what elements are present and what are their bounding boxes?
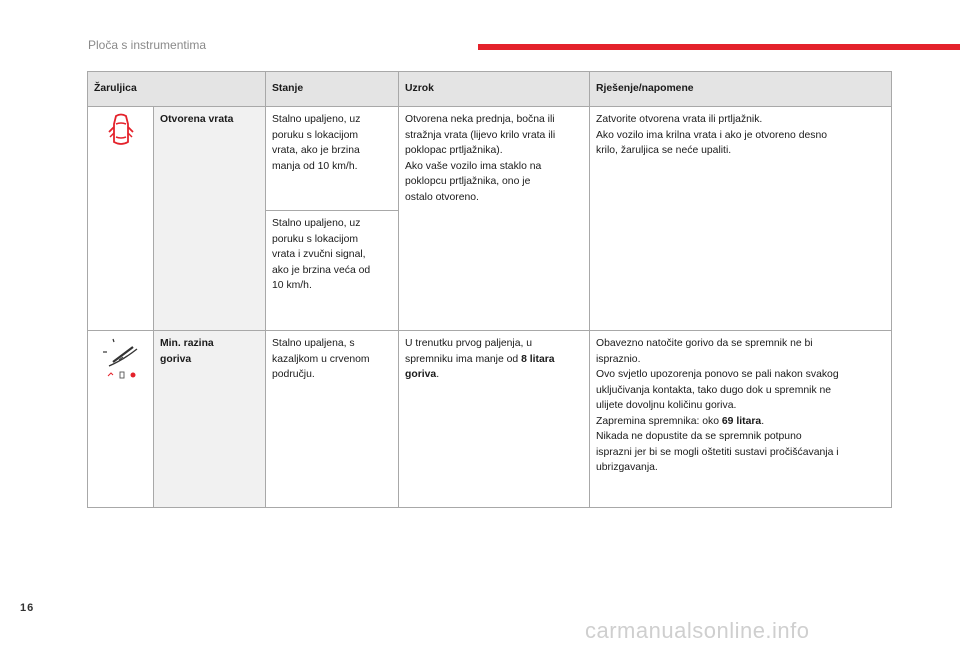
lamp-name-open-door: Otvorena vrata — [154, 107, 266, 331]
open-door-car-icon — [107, 112, 135, 148]
lamp-name-min-fuel — [154, 331, 266, 508]
column-header-state: Stanje — [266, 72, 399, 107]
state-cell: Stalno upaljeno, uz poruku s lokacijom vrata, ako je brzina manja od 10 km/h. — [266, 107, 399, 211]
cause-cell — [399, 331, 590, 508]
page-number: 16 — [20, 602, 35, 614]
cause-cell: Otvorena neka prednja, bočna ili stražnja vrata (lijevo krilo vrata ili poklopac prtljažnika). Ako vaše vozilo ima staklo na poklopcu prtljažnika, ono je ostalo otvoreno. — [399, 107, 590, 331]
lamp-icon-cell — [88, 331, 154, 508]
solution-bold-text: 69 litara — [721, 415, 762, 427]
cause-text: U trenutku prvog paljenja, u spremniku ima manje od — [405, 338, 533, 365]
page-section-title: Ploča s instrumentima — [88, 38, 207, 52]
solution-cell — [590, 331, 892, 508]
lamp-name-line: goriva — [160, 353, 192, 365]
watermark: carmanualsonline.info — [585, 618, 810, 643]
lamp-icon-cell — [88, 107, 154, 331]
column-header-lamp: Žaruljica — [88, 72, 266, 107]
cause-bold-text: 8 litara goriva — [405, 353, 555, 380]
table-row — [88, 107, 892, 211]
table-row — [88, 331, 892, 508]
solution-cell: Zatvorite otvorena vrata ili prtljažnik. Ako vozilo ima krilna vrata i ako je otvoreno desno krilo, žaruljica se neće upaliti. — [590, 107, 892, 331]
header-accent-bar — [478, 44, 960, 50]
solution-text: Obavezno natočite gorivo da se spremnik ne bi ispraznio. Ovo svjetlo upozorenja ponovo se pali nakon svakog uključivanja kontakta, tako dugo dok u spremnik ne ulijete dovoljnu količinu goriva. Zapremina spremnika: oko — [596, 338, 839, 427]
state-cell: Stalno upaljena, s kazaljkom u crvenom području. — [266, 331, 399, 508]
solution-text-end: . Nikada ne dopustite da se spremnik potpuno isprazni jer bi se mogli oštetiti sustavi pročišćavanja i ubrizgavanja. — [596, 415, 839, 473]
column-header-cause: Uzrok — [399, 72, 590, 107]
warning-lights-table — [87, 71, 892, 508]
state-cell: Stalno upaljeno, uz poruku s lokacijom vrata i zvučni signal, ako je brzina veća od 10 km/h. — [266, 211, 399, 331]
cause-text-end: . — [436, 369, 440, 380]
table-header-row — [88, 72, 892, 107]
column-header-solution: Rješenje/napomene — [590, 72, 892, 107]
lamp-name-line: Min. razina — [160, 338, 214, 349]
fuel-gauge-icon — [99, 336, 143, 380]
